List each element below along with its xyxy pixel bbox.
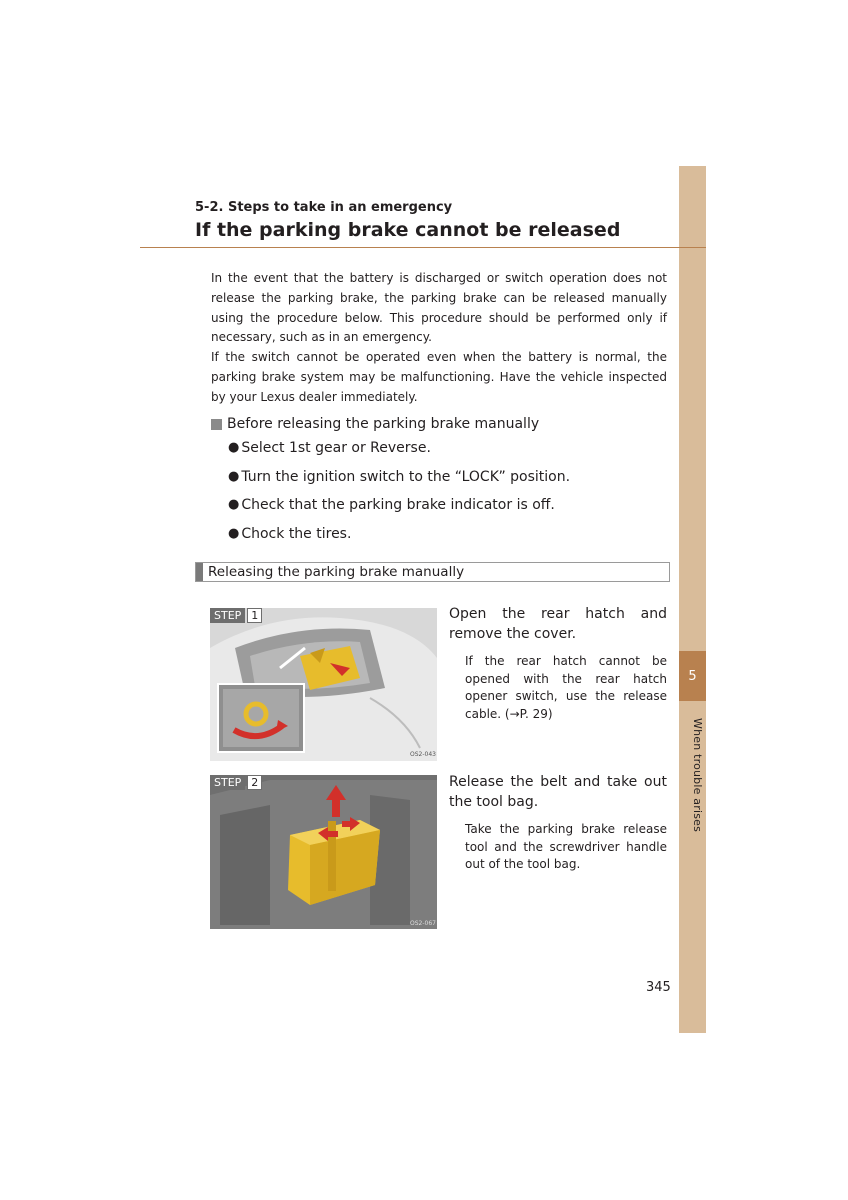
step-label: STEP xyxy=(210,608,245,623)
step-1-badge xyxy=(210,608,262,623)
list-item-text: Check that the parking brake indicator is off. xyxy=(241,497,555,513)
chapter-label: When trouble arises xyxy=(691,718,704,833)
before-checklist xyxy=(228,437,570,551)
rear-hatch-illustration xyxy=(210,608,437,761)
chapter-side-tab xyxy=(679,166,706,1033)
bullet-icon: ● xyxy=(228,440,240,455)
list-item xyxy=(228,437,570,466)
tool-bag-illustration xyxy=(210,775,437,929)
section-bar-title: Releasing the parking brake manually xyxy=(208,564,465,580)
figure-code: OS2-043 xyxy=(410,751,436,758)
step-2-badge xyxy=(210,775,262,790)
step-1-note: If the rear hatch cannot be opened with the rear hatch opener switch, use the release cable. (→P. 29) xyxy=(465,654,667,721)
list-item xyxy=(228,494,570,523)
list-item-text: Turn the ignition switch to the “LOCK” position. xyxy=(241,468,571,485)
step-1-instruction: Open the rear hatch and remove the cover. xyxy=(449,606,667,642)
before-heading xyxy=(211,416,539,432)
figure-code: OS2-067 xyxy=(410,920,436,927)
intro-paragraph-1: In the event that the battery is discharged or switch operation does not release the parking brake, the parking brake can be released manually using the procedure below. This procedure should be performed only if necessary, such as in an emergency. xyxy=(211,271,667,345)
page-title: If the parking brake cannot be released xyxy=(195,219,621,241)
intro-text xyxy=(211,269,667,408)
title-rule xyxy=(140,247,706,248)
list-item-text: Chock the tires. xyxy=(241,525,352,542)
bullet-icon: ● xyxy=(228,497,240,512)
bullet-icon: ● xyxy=(228,468,240,484)
step-2-instruction: Release the belt and take out the tool bag. xyxy=(449,774,667,810)
list-item-text: Select 1st gear or Reverse. xyxy=(241,440,431,456)
page-number: 345 xyxy=(646,980,671,995)
step-number: 1 xyxy=(247,608,262,623)
list-item xyxy=(228,523,570,552)
bullet-icon: ● xyxy=(228,525,240,541)
section-label: 5-2. Steps to take in an emergency xyxy=(195,200,453,215)
step-label: STEP xyxy=(210,775,245,790)
section-bar-accent xyxy=(196,563,203,581)
step-2-illustration xyxy=(210,775,437,929)
before-heading-text: Before releasing the parking brake manually xyxy=(227,416,540,432)
list-item xyxy=(228,466,570,495)
step-2-note: Take the parking brake release tool and the screwdriver handle out of the tool bag. xyxy=(465,822,667,871)
intro-paragraph-2: If the switch cannot be operated even when the battery is normal, the parking brake system may be malfunctioning. Have the vehicle inspected by your Lexus dealer immediately. xyxy=(211,350,667,404)
section-bar xyxy=(195,562,670,582)
chapter-number: 5 xyxy=(679,651,706,701)
step-1-illustration xyxy=(210,608,437,761)
square-bullet-icon xyxy=(211,419,222,430)
step-number: 2 xyxy=(247,775,262,790)
